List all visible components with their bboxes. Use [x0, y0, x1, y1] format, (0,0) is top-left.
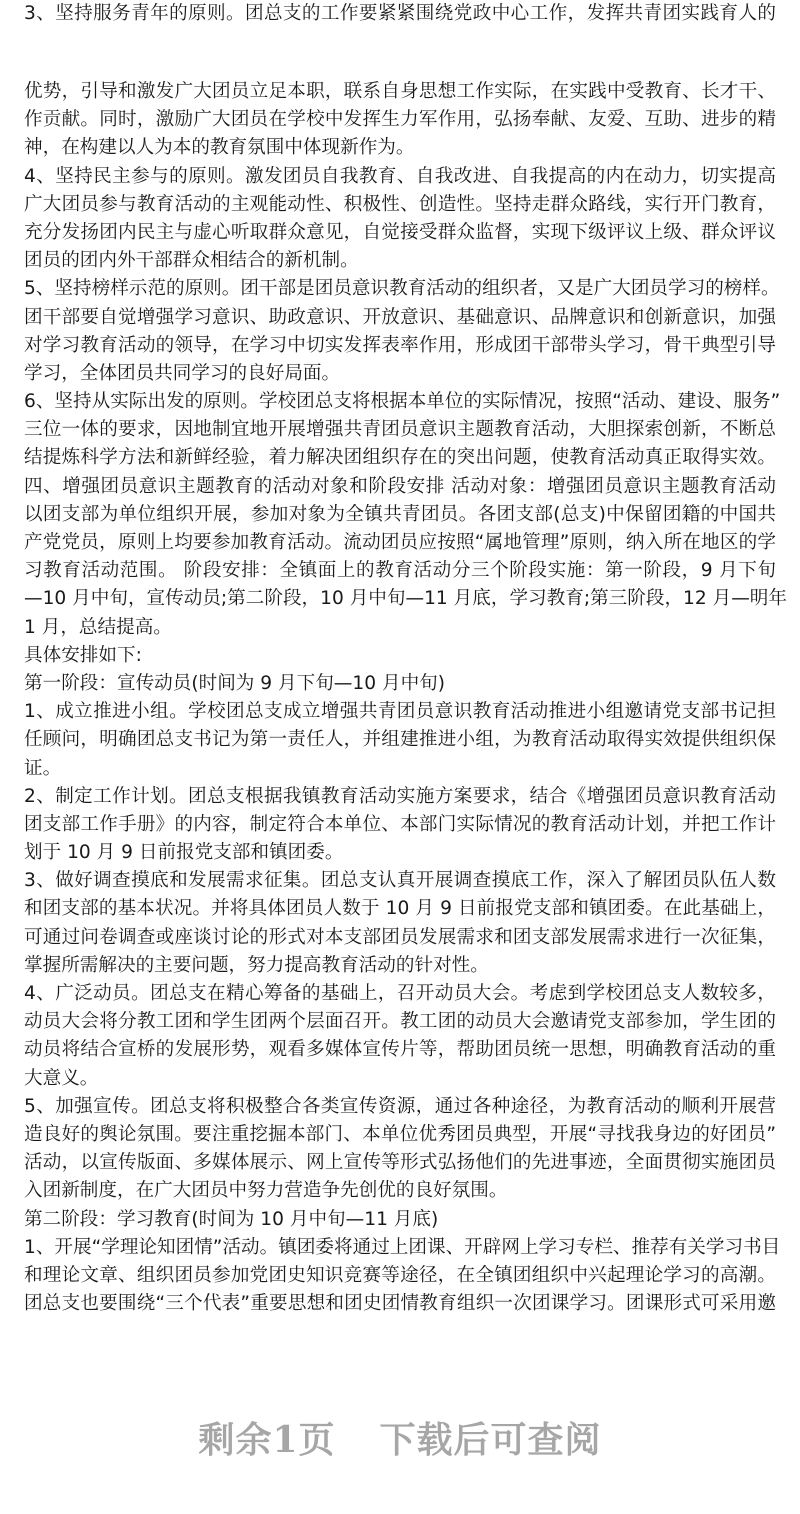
text-line: 充分发扬团内民主与虚心听取群众意见，自觉接受群众监督，实现下级评议上级、群众评议: [24, 221, 776, 243]
text-line: 4、广泛动员。团总支在精心筹备的基础上，召开动员大会。考虑到学校团总支人数较多，: [24, 983, 776, 1004]
text-line: 可通过问卷调查或座谈讨论的形式对本支部团员发展需求和团支部发展需求进行一次征集，: [24, 926, 776, 948]
text-line: 神，在构建以人为本的教育氛围中体现新作为。: [24, 137, 415, 159]
text-line: 划于 10 月 9 日前报党支部和镇团委。: [24, 842, 344, 864]
text-line: 大意义。: [24, 1067, 99, 1089]
text-line: 活动，以宣传版面、多媒体展示、网上宣传等形式弘扬他们的先进事迹，全面贯彻实施团员: [24, 1152, 776, 1174]
text-line: 团支部工作手册》的内容，制定符合本单位、本部门实际情况的教育活动计划，并把工作计: [24, 813, 776, 835]
download-to-view-label[interactable]: 下载后可查阅: [379, 1419, 602, 1461]
text-line: 1、成立推进小组。学校团总支成立增强共青团员意识教育活动推进小组邀请党支部书记担: [24, 701, 776, 723]
text-line: 掌握所需解决的主要问题，努力提高教育活动的针对性。: [24, 954, 489, 976]
document-first-line: 3、坚持服务青年的原则。团总支的工作要紧紧围绕党政中心工作，发挥共青团实践育人的: [24, 3, 776, 24]
text-line: 和团支部的基本状况。并将具体团员人数于 10 月 9 日前报党支部和镇团委。在此基础上，: [24, 898, 776, 920]
text-line: 2、制定工作计划。团总支根据我镇教育活动实施方案要求，结合《增强团员意识教育活动: [24, 785, 776, 807]
text-line: —10 月中旬，宣传动员;第二阶段，10 月中旬—11 月底，学习教育;第三阶段，12 月—明年: [24, 588, 787, 610]
text-line: 产党党员，原则上均要参加教育活动。流动团员应按照“属地管理”原则，纳入所在地区的学: [24, 532, 776, 553]
text-line: 具体安排如下:: [24, 644, 142, 666]
text-line: 团干部要自觉增强学习意识、助政意识、开放意识、基础意识、品牌意识和创新意识，加强: [24, 306, 776, 328]
text-line: 三位一体的要求，因地制宜地开展增强共青团员意识主题教育活动，大胆探索创新，不断总: [24, 419, 776, 441]
text-line: 以团支部为单位组织开展，参加对象为全镇共青团员。各团支部(总支)中保留团籍的中国共: [24, 503, 776, 525]
text-line: 6、坚持从实际出发的原则。学校团总支将根据本单位的实际情况，按照“活动、建设、服务”: [24, 391, 781, 413]
text-line: 四、增强团员意识主题教育的活动对象和阶段安排 活动对象：增强团员意识主题教育活动: [24, 475, 776, 497]
document-body: [24, 78, 787, 1318]
text-line: 和理论文章、组织团员参加党团史知识竞赛等途径，在全镇团组织中兴起理论学习的高潮。: [24, 1264, 776, 1286]
text-line: 4、坚持民主参与的原则。激发团员自我教育、自我改进、自我提高的内在动力，切实提高: [24, 165, 776, 187]
text-line: 结提炼科学方法和新鲜经验，着力解决团组织存在的突出问题，使教育活动真正取得实效。: [24, 447, 776, 469]
text-line: 1、开展“学理论知团情”活动。镇团委将通过上团课、开辟网上学习专栏、推荐有关学习书目: [24, 1236, 781, 1258]
text-line: 对学习教育活动的领导，在学习中切实发挥表率作用，形成团干部带头学习，骨干典型引导: [24, 334, 776, 356]
text-line: 作贡献。同时，激励广大团员在学校中发挥生力军作用，弘扬奉献、友爱、互助、进步的精: [24, 109, 776, 131]
text-line: 3、做好调查摸底和发展需求征集。团总支认真开展调查摸底工作，深入了解团员队伍人数: [24, 870, 776, 892]
remaining-pages-label: 剩余1页: [198, 1419, 336, 1461]
text-line: 优势，引导和激发广大团员立足本职，联系自身思想工作实际，在实践中受教育、长才干、: [24, 81, 776, 102]
text-line: 任顾问，明确团总支书记为第一责任人，并组建推进小组，为教育活动取得实效提供组织保: [24, 729, 776, 751]
text-line: 第一阶段：宣传动员(时间为 9 月下旬—10 月中旬): [24, 672, 446, 694]
text-line: 团总支也要围绕“三个代表”重要思想和团史团情教育组织一次团课学习。团课形式可采用邀: [24, 1293, 776, 1315]
text-line: 证。: [24, 757, 62, 779]
text-line: 5、坚持榜样示范的原则。团干部是团员意识教育活动的组织者，又是广大团员学习的榜样。: [24, 278, 780, 300]
text-line: 学习，全体团员共同学习的良好局面。: [24, 362, 341, 384]
text-line: 习教育活动范围。 阶段安排：全镇面上的教育活动分三个阶段实施：第一阶段，9 月下旬: [24, 560, 776, 582]
text-line: 5、加强宣传。团总支将积极整合各类宣传资源，通过各种途径，为教育活动的顺利开展营: [24, 1095, 776, 1117]
download-prompt[interactable]: [0, 1412, 800, 1463]
text-line: 团员的团内外干部群众相结合的新机制。: [24, 250, 359, 272]
text-line: 入团新制度，在广大团员中努力营造争先创优的良好氛围。: [24, 1180, 508, 1202]
text-line: 广大团员参与教育活动的主观能动性、积极性、创造性。坚持走群众路线，实行开门教育，: [24, 193, 776, 215]
text-line: 动员将结合宣桥的发展形势，观看多媒体宣传片等，帮助团员统一思想，明确教育活动的重: [24, 1039, 776, 1061]
text-line: 1 月，总结提高。: [24, 616, 172, 638]
text-line: 造良好的舆论氛围。要注重挖掘本部门、本单位优秀团员典型，开展“寻找我身边的好团员”: [24, 1123, 776, 1145]
text-line: 第二阶段：学习教育(时间为 10 月中旬—11 月底): [24, 1208, 439, 1230]
text-line: 动员大会将分教工团和学生团两个层面召开。教工团的动员大会邀请党支部参加，学生团的: [24, 1011, 776, 1033]
